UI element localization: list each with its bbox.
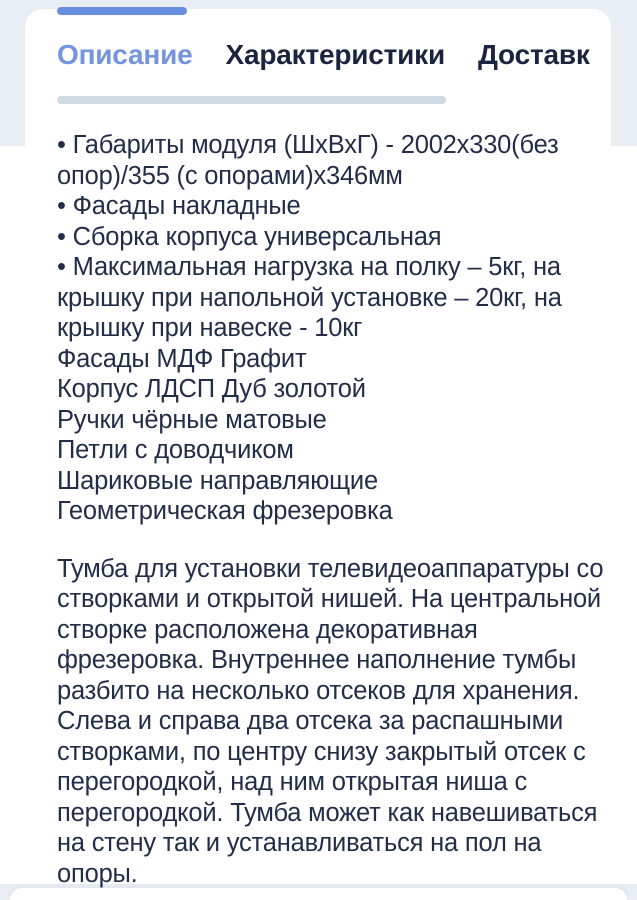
- spec-line: Шариковые направляющие: [57, 466, 378, 495]
- next-section-card: [10, 888, 627, 900]
- spec-line: Фасады МДФ Графит: [57, 344, 307, 373]
- spec-line: Петли с доводчиком: [57, 436, 294, 464]
- description-paragraph: Тумба для установки телевидеоаппаратуры со створками и открытой нишей. На центральной створке расположена декоративная фрезеровка. Внутреннее наполнение тумбы разбито на несколько отсеков для хранения. Слева и справа два отсека за распашными створками, по центру снизу закрытый отсек с перегородкой, над ним открытая ниша с перегородкой. Тумба может как навешиваться на стену так и устанавливаться на пол на опоры.: [57, 554, 604, 888]
- spec-line: Ручки чёрные матовые: [57, 405, 327, 434]
- tab-delivery[interactable]: Доставк: [477, 39, 590, 70]
- tabs-card: [25, 9, 611, 147]
- spec-line: • Сборка корпуса универсальная: [57, 222, 442, 251]
- spec-line: • Габариты модуля (ШхВхГ) - 2002х330(без опор)/355 (с опорами)х346мм: [57, 131, 559, 190]
- spec-line: Корпус ЛДСП Дуб золотой: [57, 375, 366, 403]
- tab-bar: [57, 39, 611, 71]
- active-tab-indicator: [57, 7, 187, 15]
- spec-line: Геометрическая фрезеровка: [57, 497, 393, 525]
- spec-line: • Максимальная нагрузка на полку – 5кг, на крышку при напольной установке – 20кг, на крышку при навеске - 10кг: [57, 253, 562, 342]
- tabs-scrollbar-thumb[interactable]: [57, 96, 446, 104]
- tab-characteristics[interactable]: Характеристики: [225, 39, 445, 70]
- description-text: [57, 130, 605, 889]
- spec-line: • Фасады накладные: [57, 192, 301, 220]
- tab-description[interactable]: Описание: [57, 39, 193, 70]
